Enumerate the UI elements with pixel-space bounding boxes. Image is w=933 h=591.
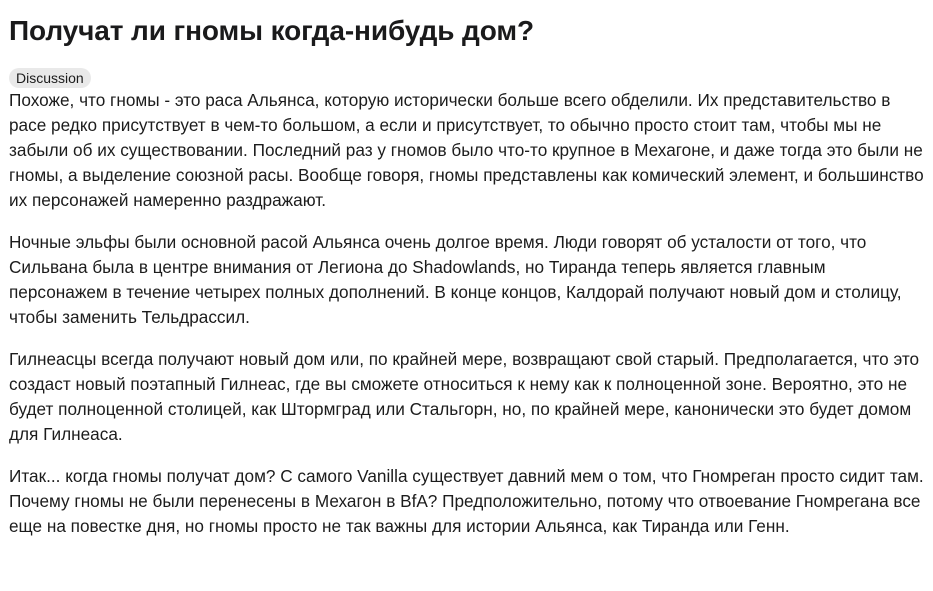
- post-body: [9, 88, 929, 539]
- flair-row: [9, 68, 929, 88]
- post-title[interactable]: Получат ли гномы когда-нибудь дом?: [9, 15, 534, 46]
- post-paragraph-3: Гилнеасцы всегда получают новый дом или, по крайней мере, возвращают свой старый. Предполагается, что это создаст новый поэтапный Гилнеас, где вы сможете относиться к нему как к полноценной зоне. Вероятно, это не будет полноценной столицей, как Штормград или Стальгорн, но, по крайней мере, канонически это будет домом для Гилнеаса.: [9, 349, 920, 444]
- post-paragraph-4: Итак... когда гномы получат дом? С самого Vanilla существует давний мем о том, что Гномреган просто сидит там. Почему гномы не были перенесены в Мехагон в BfA? Предположительно, потому что отвоевание Гномрегана все еще на повестке дня, но гномы просто не так важны для истории Альянса, как Тиранда или Генн.: [9, 466, 924, 536]
- post-paragraph-1: Похоже, что гномы - это раса Альянса, которую исторически больше всего обделили. Их представительство в расе редко присутствует в чем-то большом, а если и присутствует, то обычно просто стоит там, чтобы мы не забыли об их существовании. Последний раз у гномов было что-то крупное в Мехагоне, и даже тогда это были не гномы, а выделение союзной расы. Вообще говоря, гномы представлены как комический элемент, и большинство их персонажей намеренно раздражают.: [9, 90, 924, 210]
- flair-badge[interactable]: Discussion: [9, 68, 91, 88]
- post-paragraph-2: Ночные эльфы были основной расой Альянса очень долгое время. Люди говорят об усталости от того, что Сильвана была в центре внимания от Легиона до Shadowlands, но Тиранда теперь является главным персонажем в течение четырех полных дополнений. В конце концов, Калдорай получают новый дом и столицу, чтобы заменить Тельдрассил.: [9, 232, 902, 327]
